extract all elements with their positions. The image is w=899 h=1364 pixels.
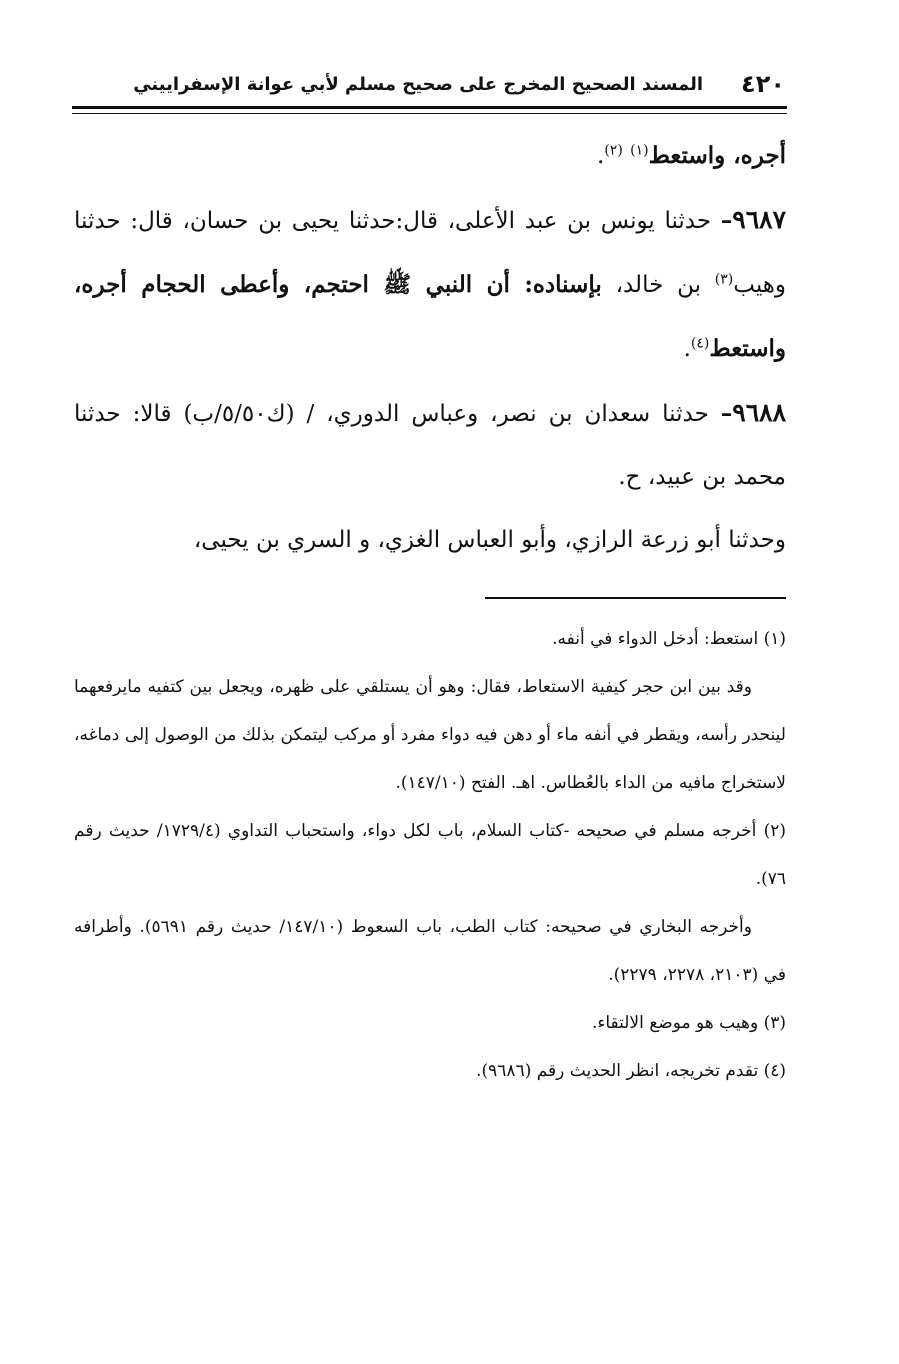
footnote-1-continued: وقد بين ابن حجر كيفية الاستعاط، فقال: وهو أن يستلقي على ظهره، ويجعل بين كتفيه مايرفعهما لينحدر رأسه، ويقطر في أنفه ماء أو دهن فيه دواء مفرد أو مركب ليتمكن بذلك من الوصول إلى دماغه، لاستخراج مافيه من الداء بالعُطاس. اهـ. الفتح (١٤٧/١٠). [74,677,786,793]
running-title: المسند الصحيح المخرج على صحيح مسلم لأبي عوانة الإسفراييني [133,74,703,95]
header-rule-thin [72,113,787,114]
hadith-number: ٩٦٨٧ [732,205,786,234]
dash: – [720,207,733,234]
isnad-label: بإسناده: [524,271,602,298]
page-header [72,70,787,106]
footnote-4: (٤) تقدم تخريجه، انظر الحديث رقم (٩٦٨٦). [476,1061,786,1081]
paragraph-continuation [74,124,786,188]
header-rule-thick [72,106,787,109]
footnote-3: (٣) وهيب هو موضع الالتقاء. [591,1013,786,1033]
hadith-9688-continued [74,509,786,572]
footnotes [74,615,786,1095]
hadith-text: حدثنا سعدان بن نصر، وعباس الدوري، / (ك٥/٥٠/ب) قالا: حدثنا محمد بن عبيد، ح. [74,401,786,490]
hadith-text: حدثنا يونس بن عبد الأعلى، قال:حدثنا يحيى بن حسان، قال: حدثنا وهيب [74,208,786,298]
footnote-1: (١) استعط: أدخل الدواء في أنفه. [552,629,786,649]
page-number: ٤٢٠ [741,70,785,98]
footnote-ref: (٢) [604,142,623,159]
hadith-9687 [74,188,786,381]
hadith-text: بن خالد، [601,272,715,298]
hadith-text: وحدثنا أبو زرعة الرازي، وأبو العباس الغزي، و السري بن يحيى، [193,527,786,553]
footnote-2-continued: وأخرجه البخاري في صحيحه: كتاب الطب، باب السعوط (١٤٧/١٠/ حديث رقم ٥٦٩١). وأطرافه في (٢١٠٣، ٢٢٧٨، ٢٢٧٩). [74,917,786,985]
footnote-ref: (٣) [714,271,734,288]
main-text [74,124,786,572]
hadith-9688 [74,381,786,509]
footnote-separator [485,597,786,599]
period: . [683,336,691,362]
bold-text: أجره، واستعط [648,142,786,169]
footnote-ref: (٤) [690,335,710,352]
hadith-number: ٩٦٨٨ [732,398,786,427]
dash: – [720,400,733,427]
hadith-matn: أن النبي ﷺ احتجم، وأعطى الحجام أجره، واستعط [74,271,786,362]
period: . [597,143,605,169]
footnote-ref: (١) [630,142,649,159]
footnote-2: (٢) أخرجه مسلم في صحيحه -كتاب السلام، باب لكل دواء، واستحباب التداوي (١٧٢٩/٤/ حديث رقم ٧٦). [74,821,786,889]
